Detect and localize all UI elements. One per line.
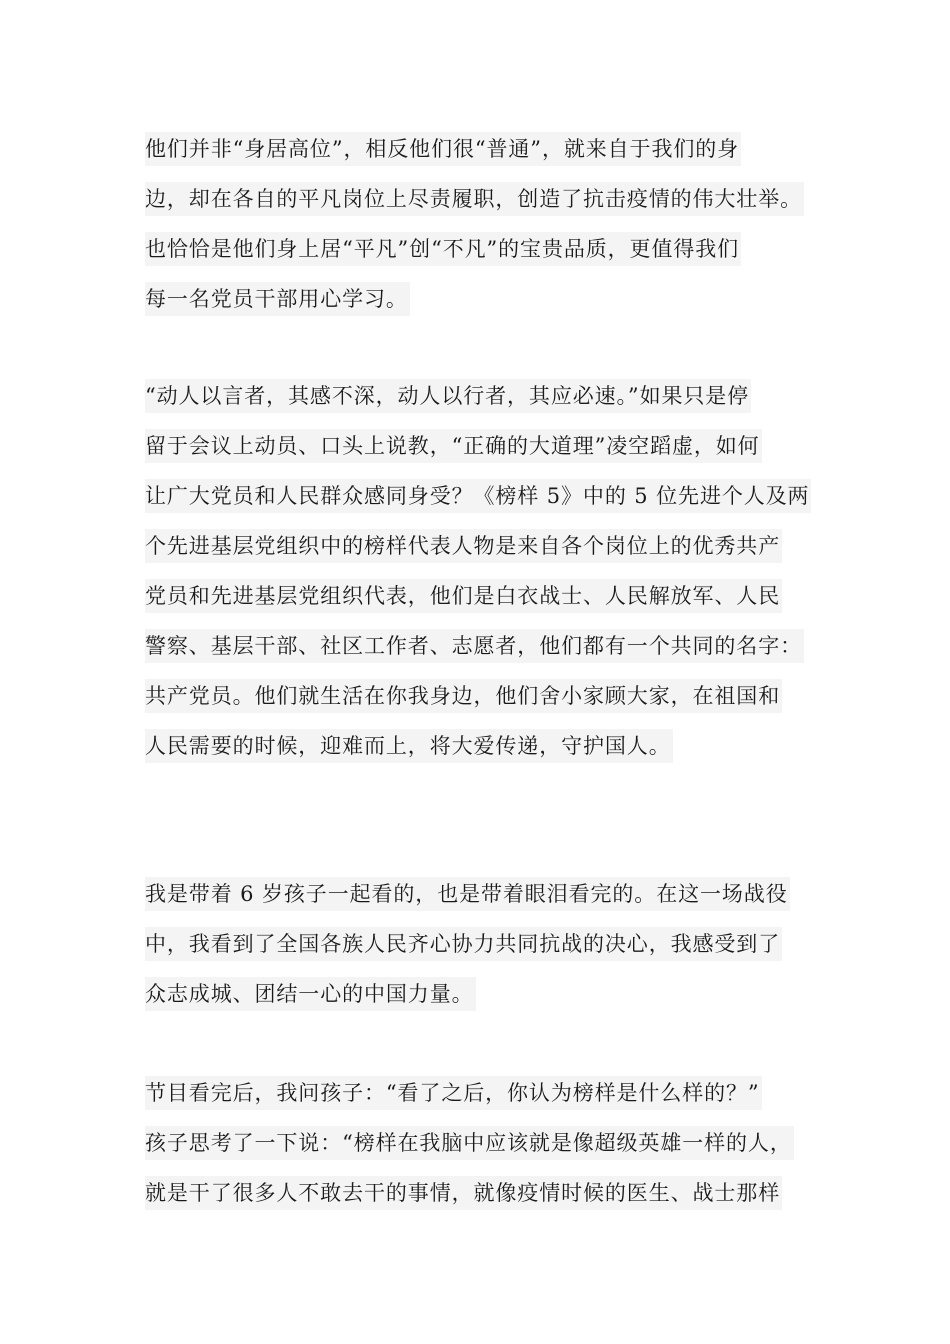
paragraph-3 bbox=[145, 872, 790, 1022]
text-line: 警察、基层干部、社区工作者、志愿者，他们都有一个共同的名字： bbox=[145, 624, 811, 674]
text-line: 节目看完后，我问孩子：“看了之后，你认为榜样是什么样的？” bbox=[145, 1071, 794, 1121]
text-line: 就是干了很多人不敢去干的事情，就像疫情时候的医生、战士那样 bbox=[145, 1171, 794, 1221]
text-line: 每一名党员干部用心学习。 bbox=[145, 277, 804, 327]
text-line: 党员和先进基层党组织代表，他们是白衣战士、人民解放军、人民 bbox=[145, 574, 811, 624]
paragraph-2 bbox=[145, 374, 811, 774]
text-line: 我是带着 6 岁孩子一起看的，也是带着眼泪看完的。在这一场战役 bbox=[145, 872, 790, 922]
text-line: 众志成城、团结一心的中国力量。 bbox=[145, 972, 790, 1022]
text-line: 留于会议上动员、口头上说教，“正确的大道理”凌空蹈虚，如何 bbox=[145, 424, 811, 474]
text-line: 人民需要的时候，迎难而上，将大爱传递，守护国人。 bbox=[145, 724, 811, 774]
text-line: 个先进基层党组织中的榜样代表人物是来自各个岗位上的优秀共产 bbox=[145, 524, 811, 574]
text-line: 孩子思考了一下说：“榜样在我脑中应该就是像超级英雄一样的人， bbox=[145, 1121, 794, 1171]
paragraph-4 bbox=[145, 1071, 794, 1221]
text-line: 中，我看到了全国各族人民齐心协力共同抗战的决心，我感受到了 bbox=[145, 922, 790, 972]
text-line: 他们并非“身居高位”，相反他们很“普通”，就来自于我们的身 bbox=[145, 127, 804, 177]
text-line: 共产党员。他们就生活在你我身边，他们舍小家顾大家，在祖国和 bbox=[145, 674, 811, 724]
paragraph-1 bbox=[145, 127, 804, 327]
text-line: 边，却在各自的平凡岗位上尽责履职，创造了抗击疫情的伟大壮举。 bbox=[145, 177, 804, 227]
text-line: 让广大党员和人民群众感同身受？《榜样 5》中的 5 位先进个人及两 bbox=[145, 474, 811, 524]
text-line: 也恰恰是他们身上居“平凡”创“不凡”的宝贵品质，更值得我们 bbox=[145, 227, 804, 277]
text-line: “动人以言者，其感不深，动人以行者，其应必速。”如果只是停 bbox=[145, 374, 811, 424]
